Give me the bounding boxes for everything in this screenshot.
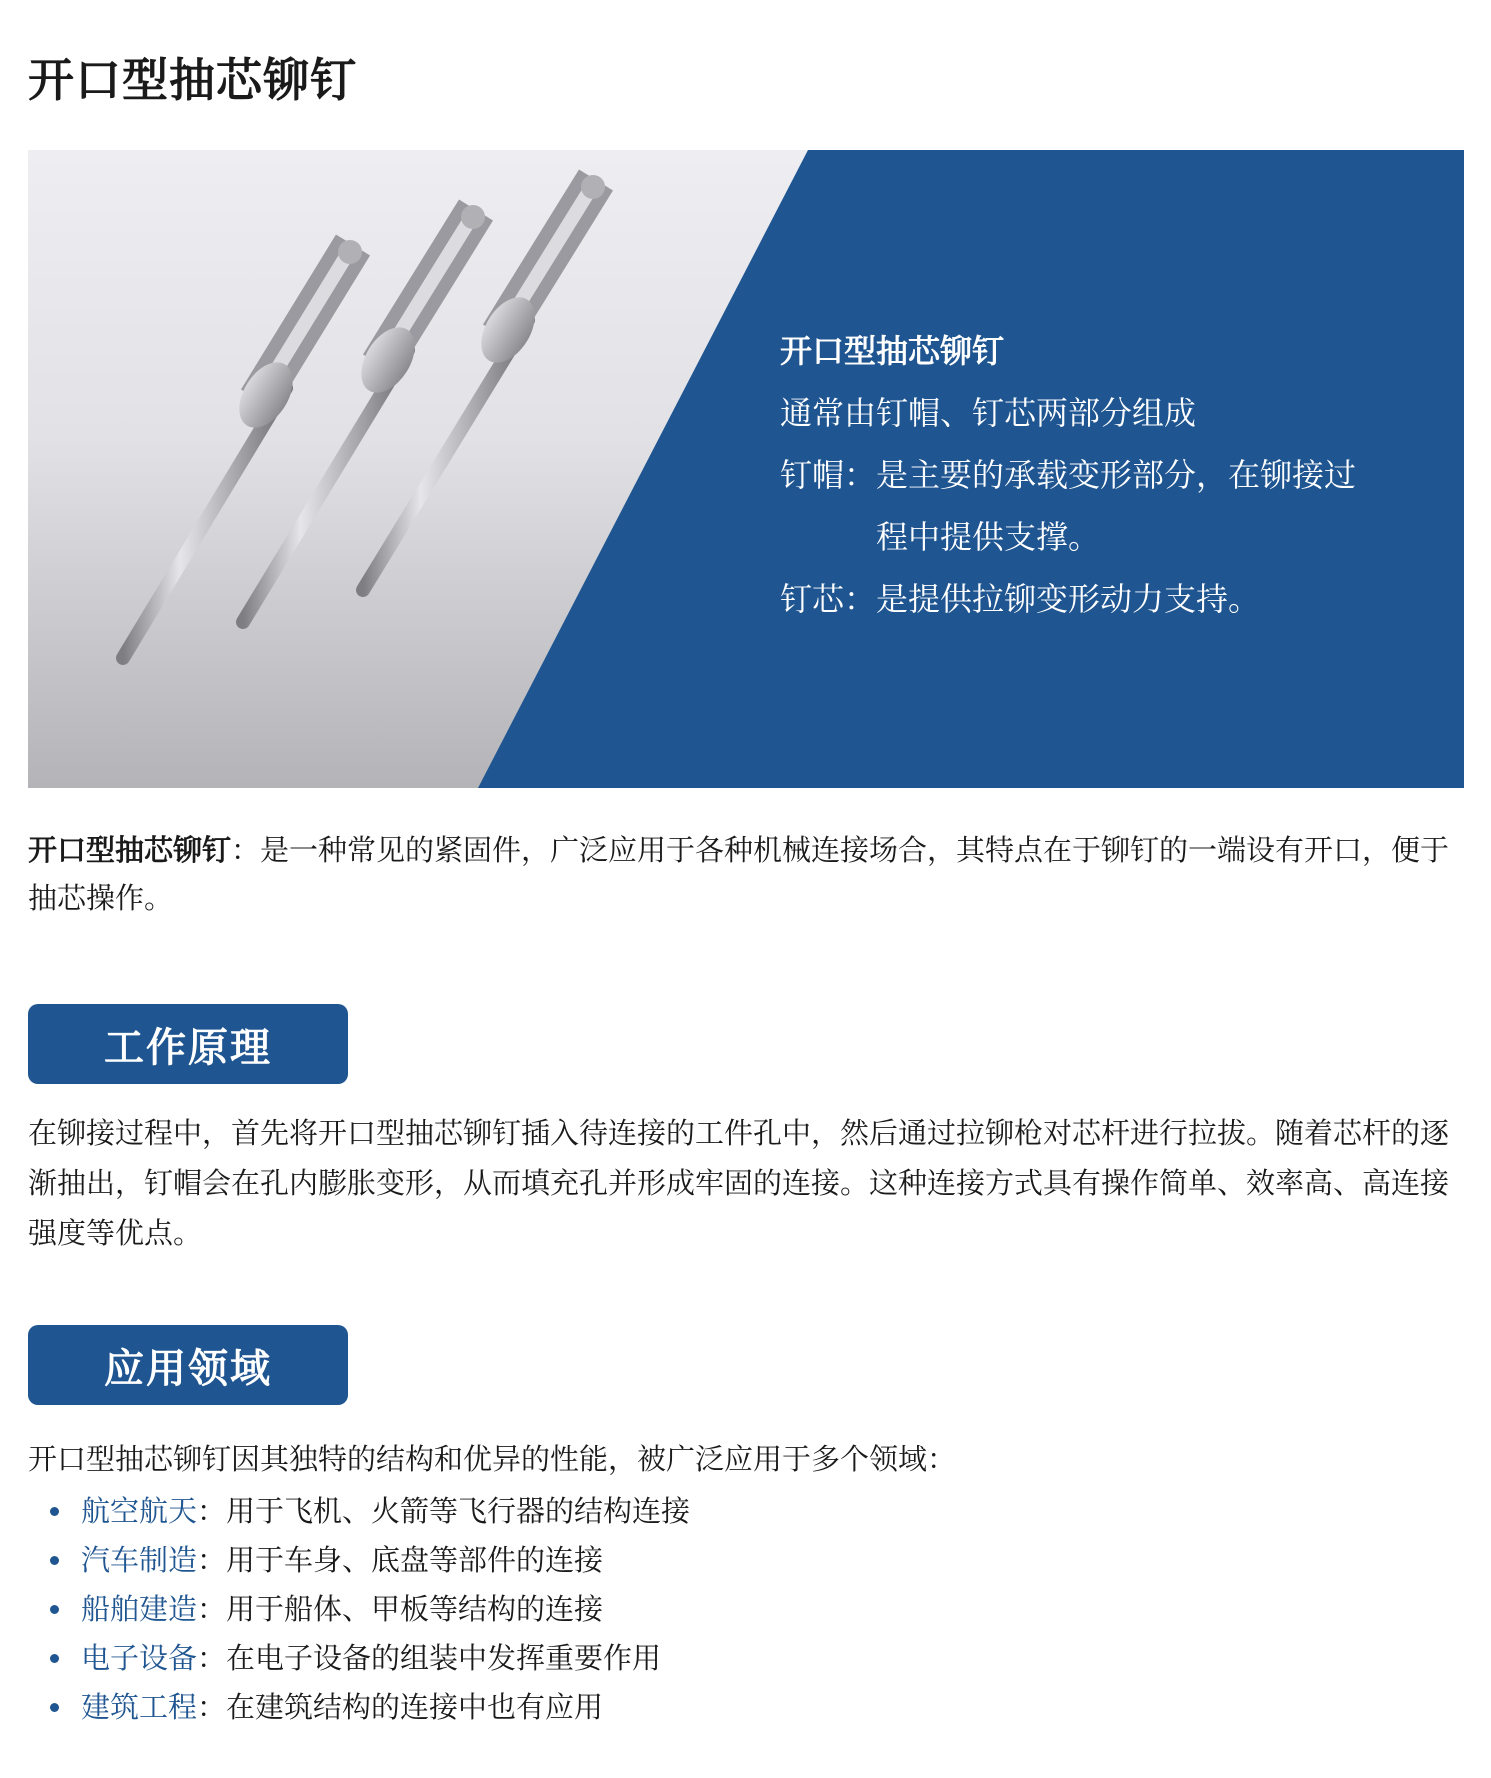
hero-row-cap (780, 444, 1384, 568)
bullet-icon (50, 1556, 59, 1565)
list-item-term: 建筑工程 (81, 1690, 198, 1724)
intro-lead: 开口型抽芯铆钉 (28, 833, 232, 867)
rivet-1 (123, 240, 362, 658)
list-item (50, 1487, 690, 1536)
principle-paragraph: 在铆接过程中，首先将开口型抽芯铆钉插入待连接的工件孔中，然后通过拉铆枪对芯杆进行拉拔。随着芯杆的逐渐抽出，钉帽会在孔内膨胀变形，从而填充孔并形成牢固的连接。这种连接方式具有操作简单、效率高、高连接强度等优点。 (28, 1116, 1450, 1250)
list-item-desc: ：在电子设备的组装中发挥重要作用 (197, 1641, 662, 1675)
hero-line: 通常由钉帽、钉芯两部分组成 (780, 394, 1197, 432)
list-item-desc: ：用于飞机、火箭等飞行器的结构连接 (197, 1494, 691, 1528)
bullet-icon (50, 1507, 59, 1516)
list-item-desc: ：用于船体、甲板等结构的连接 (197, 1592, 604, 1626)
list-item (50, 1634, 690, 1683)
applications-list (50, 1487, 690, 1732)
hero-banner (28, 150, 1464, 788)
bullet-icon (50, 1654, 59, 1663)
rivets-image (28, 150, 788, 788)
list-item-term: 航空航天 (81, 1494, 198, 1528)
section-heading-principle: 工作原理 (28, 1004, 348, 1084)
rivet-3 (363, 175, 605, 590)
hero-row-text: 是主要的承载变形部分，在铆接过程中提供支撑。 (876, 456, 1357, 556)
hero-row-core (780, 568, 1384, 630)
bullet-icon (50, 1605, 59, 1614)
intro-text: ：是一种常见的紧固件，广泛应用于各种机械连接场合，其特点在于铆钉的一端设有开口，便于抽芯操作。 (28, 833, 1450, 915)
hero-row-label: 钉芯： (780, 580, 877, 618)
list-item (50, 1536, 690, 1585)
section-heading-applications: 应用领域 (28, 1325, 348, 1405)
list-item-term: 船舶建造 (81, 1592, 198, 1626)
page-title: 开口型抽芯铆钉 (28, 53, 357, 107)
hero-row-text: 是提供拉铆变形动力支持。 (876, 580, 1261, 618)
applications-intro: 开口型抽芯铆钉因其独特的结构和优异的性能，被广泛应用于多个领域： (28, 1442, 957, 1476)
intro-paragraph (28, 826, 1468, 922)
bullet-icon (50, 1703, 59, 1712)
hero-row-label: 钉帽： (780, 456, 877, 494)
list-item (50, 1683, 690, 1732)
list-item-term: 电子设备 (81, 1641, 198, 1675)
hero-text (780, 320, 1384, 630)
list-item (50, 1585, 690, 1634)
list-item-desc: ：用于车身、底盘等部件的连接 (197, 1543, 604, 1577)
hero-heading: 开口型抽芯铆钉 (780, 332, 1005, 370)
list-item-term: 汽车制造 (81, 1543, 198, 1577)
list-item-desc: ：在建筑结构的连接中也有应用 (197, 1690, 604, 1724)
